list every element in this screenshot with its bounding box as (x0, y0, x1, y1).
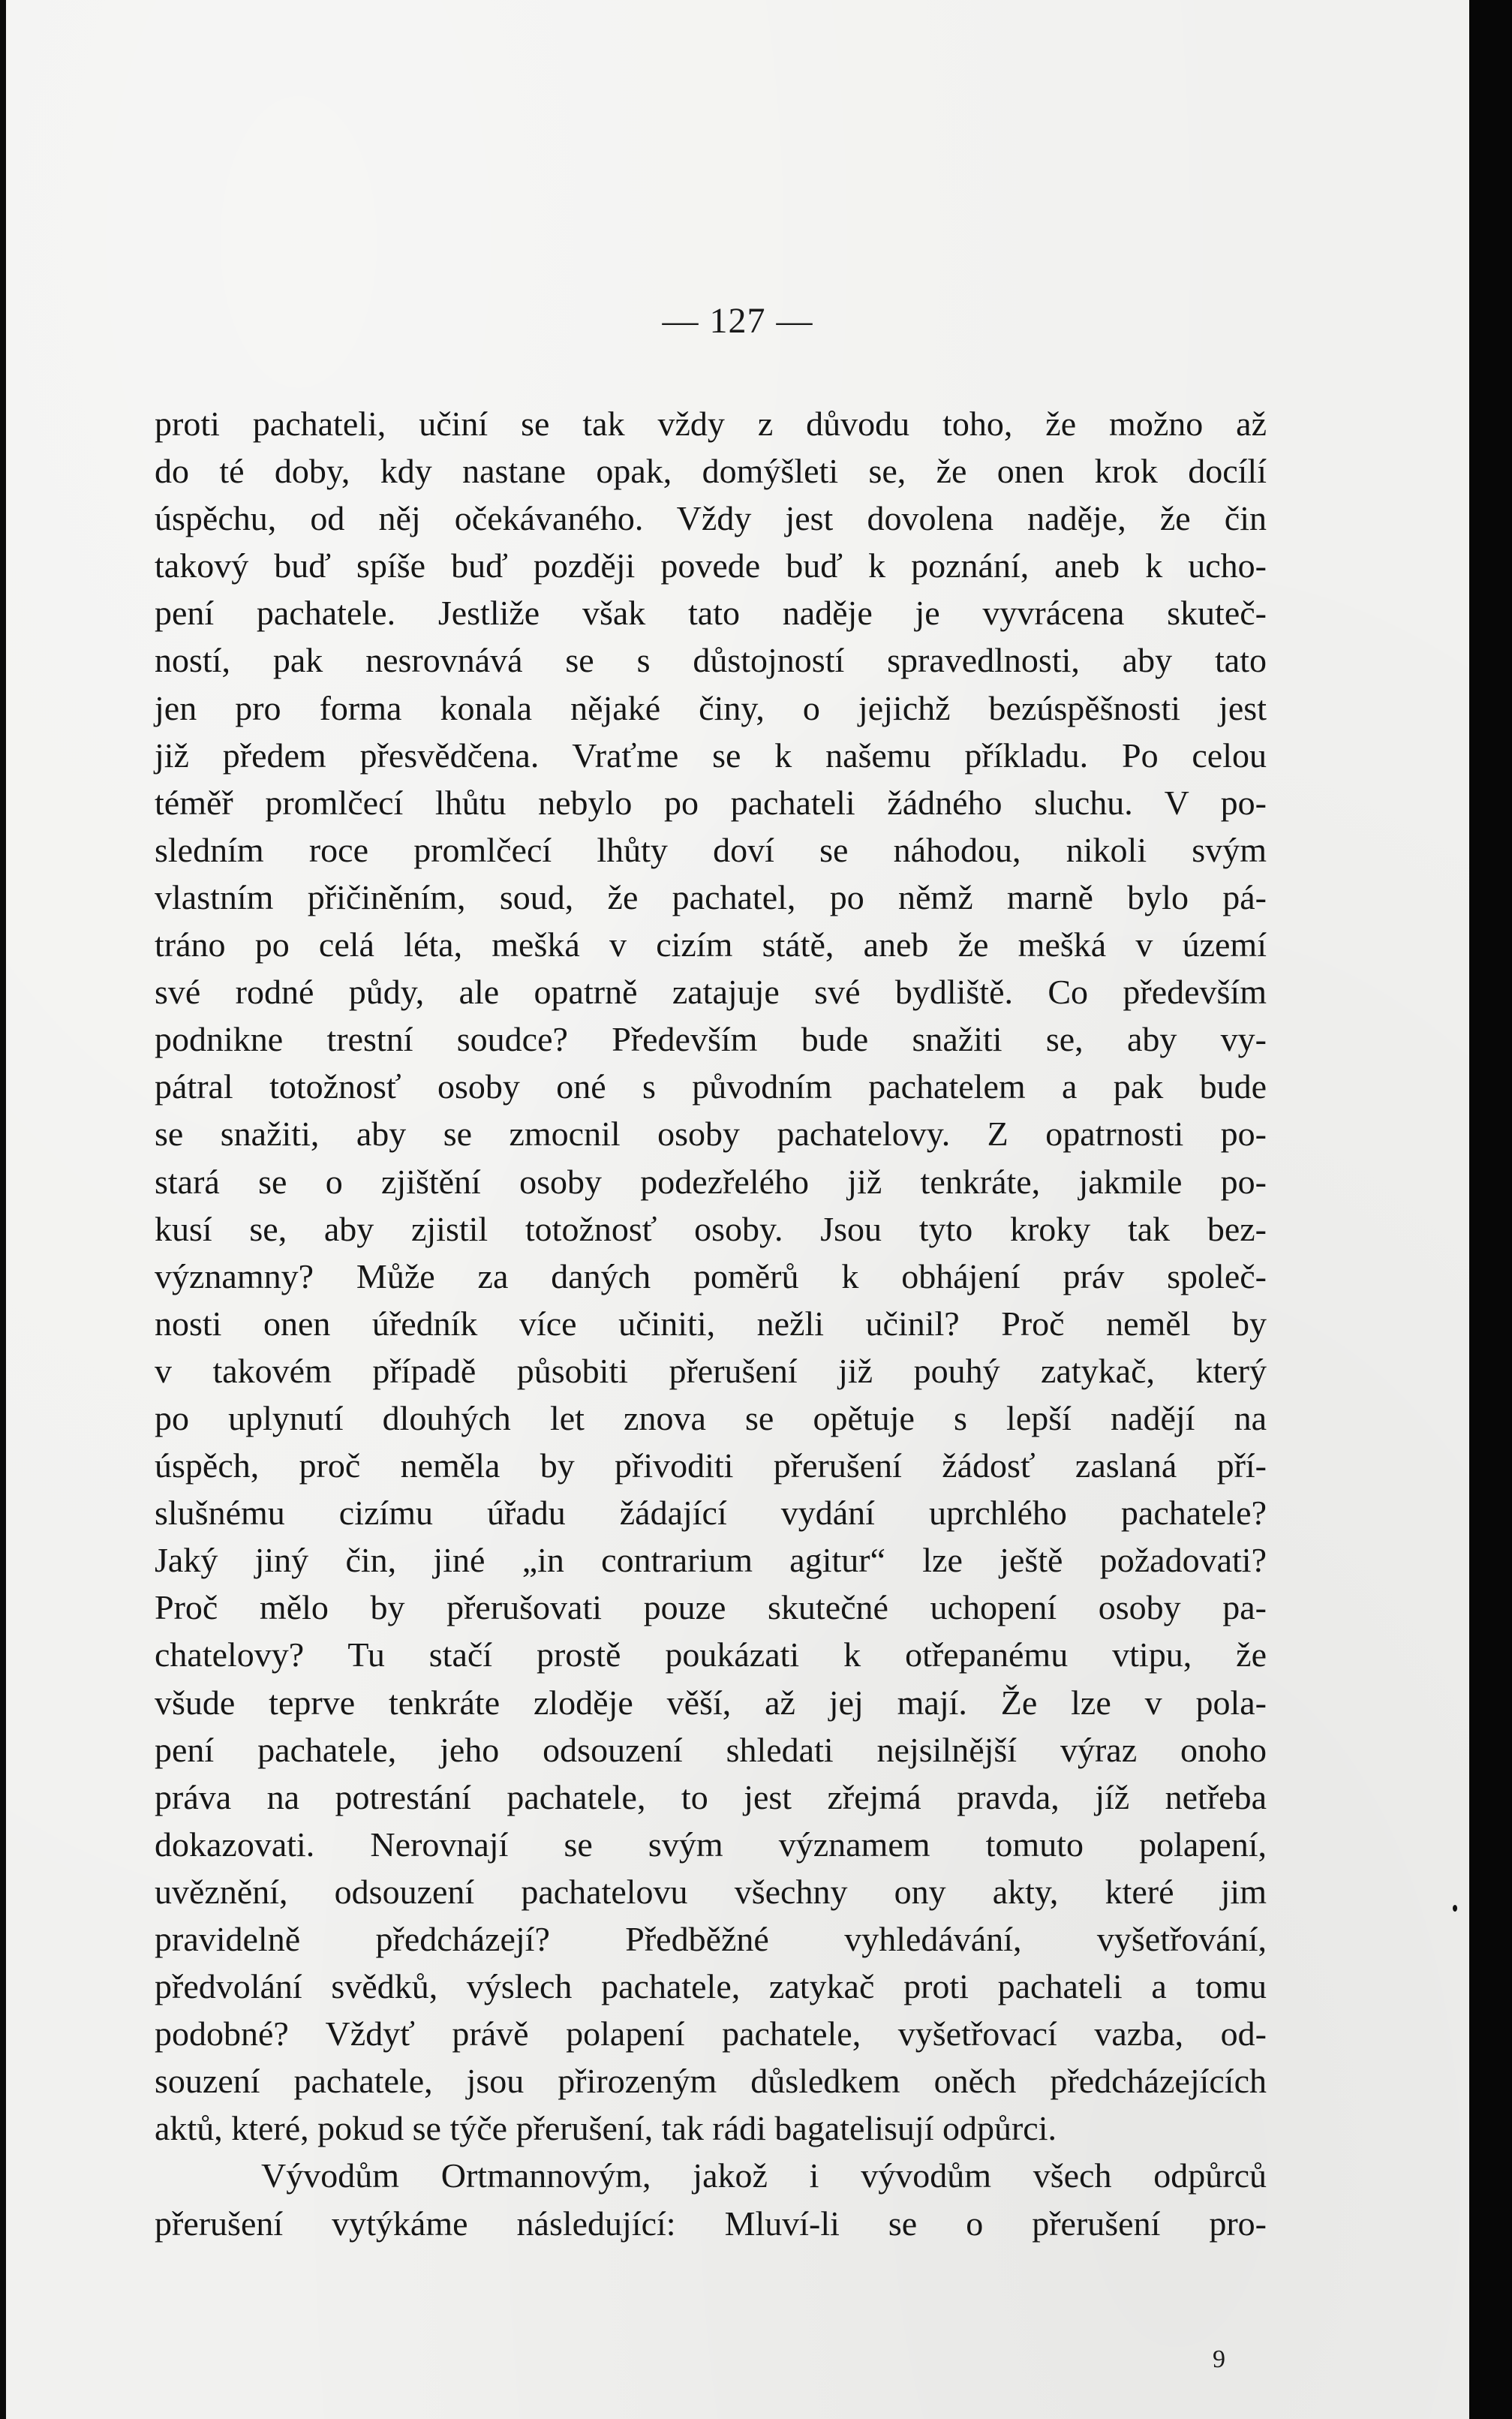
scan-border (1469, 0, 1512, 2419)
text-line: kusí se, aby zjistil totožnosť osoby. Jsou tyto kroky tak bez- (155, 1209, 1267, 1248)
book-page (6, 0, 1469, 2419)
text-line: již předem přesvědčena. Vraťme se k našemu příkladu. Po celou (155, 736, 1267, 775)
signature-mark: 9 (1213, 2345, 1225, 2373)
text-line: chatelovy? Tu stačí prostě poukázati k otřepanému vtipu, že (155, 1635, 1267, 1674)
text-line: stará se o zjištění osoby podezřelého již tenkráte, jakmile po- (155, 1162, 1267, 1201)
text-line: slušnému cizímu úřadu žádající vydání uprchlého pachatele? (155, 1494, 1267, 1533)
text-line: takový buď spíše buď později povede buď k poznání, aneb k ucho- (155, 546, 1267, 585)
text-line: se snažiti, aby se zmocnil osoby pachatelovy. Z opatrnosti po- (155, 1115, 1267, 1154)
text-line: pení pachatele. Jestliže však tato naděje je vyvrácena skuteč- (155, 594, 1267, 633)
text-line: předvolání svědků, výslech pachatele, zatykač proti pachateli a tomu (155, 1967, 1267, 2006)
text-line: dokazovati. Nerovnají se svým významem tomuto polapení, (155, 1825, 1267, 1864)
text-line: v takovém případě působiti přerušení již pouhý zatykač, který (155, 1351, 1267, 1390)
text-line: významny? Může za daných poměrů k obhájení práv společ- (155, 1256, 1267, 1295)
text-line: tráno po celá léta, mešká v cizím státě, aneb že mešká v území (155, 925, 1267, 964)
text-line: souzení pachatele, jsou přirozeným důsledkem oněch předcházejících (155, 2062, 1267, 2101)
text-line: ností, pak nesrovnává se s důstojností spravedlnosti, aby tato (155, 641, 1267, 680)
text-line: Proč mělo by přerušovati pouze skutečné uchopení osoby pa- (155, 1588, 1267, 1627)
header-right-dash: — (776, 301, 813, 341)
text-line: Jaký jiný čin, jiné „in contrarium agitur“ lze ještě požadovati? (155, 1541, 1267, 1580)
text-line: po uplynutí dlouhých let znova se opětuje s lepší nadějí na (155, 1398, 1267, 1437)
page-number: 127 (709, 301, 766, 341)
text-line: proti pachateli, učiní se tak vždy z důvodu toho, že možno až (155, 405, 1267, 443)
text-line: pravidelně předcházejí? Předběžné vyhledávání, vyšetřování, (155, 1920, 1267, 1958)
text-line: pátral totožnosť osoby oné s původním pachatelem a pak bude (155, 1067, 1267, 1106)
text-line: sledním roce promlčecí lhůty doví se náhodou, nikoli svým (155, 830, 1267, 869)
text-line: uvěznění, odsouzení pachatelovu všechny ony akty, které jim (155, 1872, 1267, 1911)
header-left-dash: — (662, 301, 699, 341)
text-line: úspěch, proč neměla by přivoditi přerušení žádosť zaslaná pří- (155, 1446, 1267, 1485)
text-line: aktů, které, pokud se týče přerušení, tak rádi bagatelisují odpůrci. (155, 2109, 1057, 2148)
body-text (155, 400, 1267, 2247)
text-line: úspěchu, od něj očekávaného. Vždy jest dovolena naděje, že čin (155, 499, 1267, 538)
text-line: pení pachatele, jeho odsouzení shledati nejsilnější výraz onoho (155, 1730, 1267, 1769)
text-line: své rodné půdy, ale opatrně zatajuje své bydliště. Co především (155, 973, 1267, 1012)
text-line: přerušení vytýkáme následující: Mluví-li se o přerušení pro- (155, 2204, 1267, 2243)
page-header (6, 300, 1469, 341)
text-line: podnikne trestní soudce? Především bude snažiti se, aby vy- (155, 1020, 1267, 1059)
text-line: nosti onen úředník více učiniti, nežli učinil? Proč neměl by (155, 1304, 1267, 1343)
text-line: jen pro forma konala nějaké činy, o jejichž bezúspěšnosti jest (155, 688, 1267, 727)
text-line: téměř promlčecí lhůtu nebylo po pachateli žádného sluchu. V po- (155, 783, 1267, 822)
text-line: Vývodům Ortmannovým, jakož i vývodům všech odpůrců (261, 2156, 1267, 2195)
text-line: do té doby, kdy nastane opak, domýšleti se, že onen krok docílí (155, 452, 1267, 491)
text-line: práva na potrestání pachatele, to jest zřejmá pravda, jíž netřeba (155, 1777, 1267, 1816)
text-line: vlastním přičiněním, soud, že pachatel, po němž marně bylo pá- (155, 877, 1267, 916)
ink-speck (1453, 1905, 1457, 1912)
text-line: podobné? Vždyť právě polapení pachatele, vyšetřovací vazba, od- (155, 2014, 1267, 2053)
text-line: všude teprve tenkráte zloděje věší, až jej mají. Že lze v pola- (155, 1683, 1267, 1722)
